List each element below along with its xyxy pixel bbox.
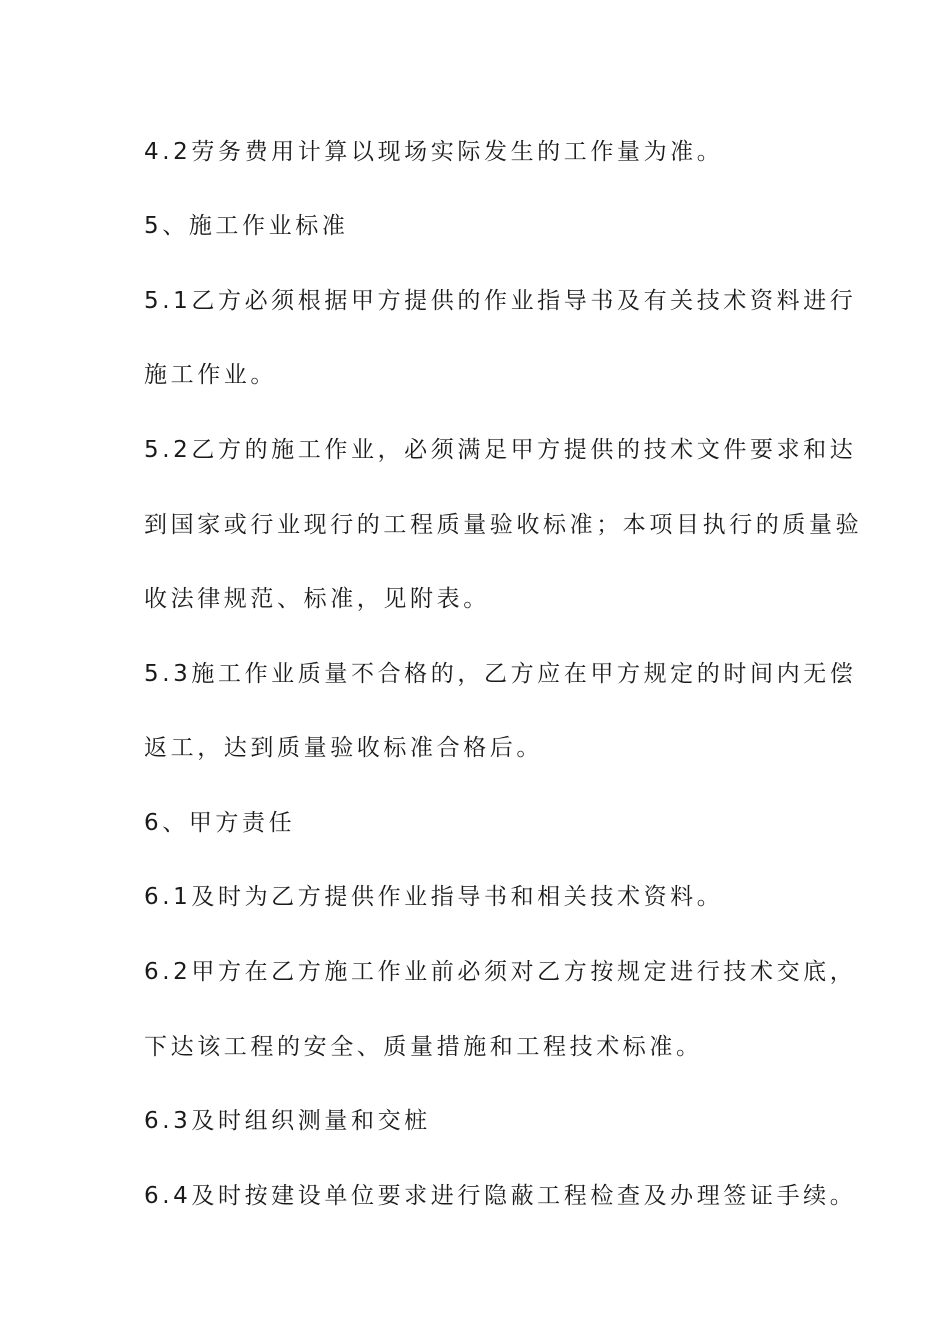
clause-5-2-line-3: 收法律规范、标准，见附表。 [144, 586, 490, 612]
clause-5-3-line-1: 5.3施工作业质量不合格的，乙方应在甲方规定的时间内无偿 [144, 661, 857, 687]
clause-5-2-line-2: 到国家或行业现行的工程质量验收标准；本项目执行的质量验 [144, 512, 863, 538]
clause-5-2-line-1: 5.2乙方的施工作业，必须满足甲方提供的技术文件要求和达 [144, 437, 857, 463]
section-5-heading: 5、施工作业标准 [144, 213, 349, 239]
clause-5-1-line-1: 5.1乙方必须根据甲方提供的作业指导书及有关技术资料进行 [144, 288, 857, 314]
clause-6-3: 6.3及时组织测量和交桩 [144, 1108, 431, 1134]
clause-6-1: 6.1及时为乙方提供作业指导书和相关技术资料。 [144, 884, 724, 910]
clause-6-4: 6.4及时按建设单位要求进行隐蔽工程检查及办理签证手续。 [144, 1183, 857, 1209]
clause-4-2: 4.2劳务费用计算以现场实际发生的工作量为准。 [144, 139, 724, 165]
clause-5-1-line-2: 施工作业。 [144, 362, 277, 388]
clause-5-3-line-2: 返工，达到质量验收标准合格后。 [144, 735, 543, 761]
clause-6-2-line-2: 下达该工程的安全、质量措施和工程技术标准。 [144, 1034, 703, 1060]
section-6-heading: 6、甲方责任 [144, 810, 296, 836]
clause-6-2-line-1: 6.2甲方在乙方施工作业前必须对乙方按规定进行技术交底， [144, 959, 857, 985]
